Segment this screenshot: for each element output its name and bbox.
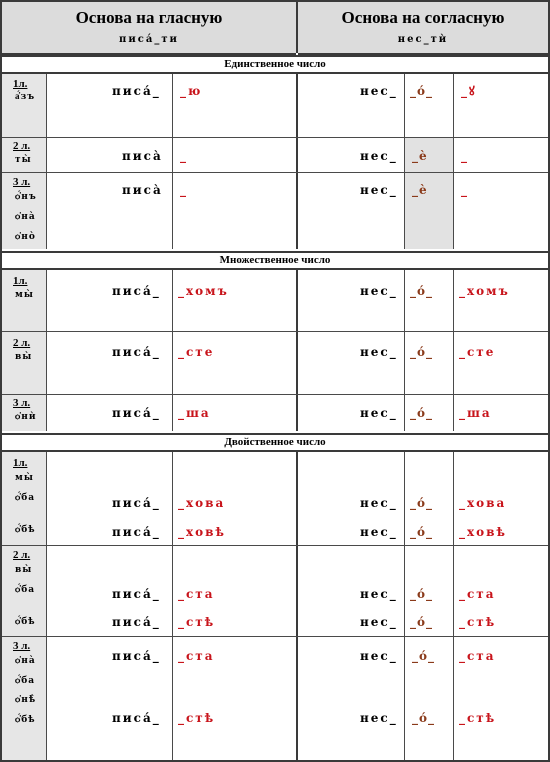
consonant-stem: нес_ <box>360 711 398 725</box>
column-divider <box>453 546 454 636</box>
column-divider <box>46 74 47 137</box>
column-divider <box>46 138 47 172</box>
column-divider <box>296 138 298 172</box>
vowel-stem: писа́_ <box>112 649 161 663</box>
column-divider <box>46 173 47 249</box>
pronoun: ѻ҆нѝ <box>15 412 37 422</box>
column-divider <box>296 395 298 431</box>
ending: _хомъ <box>459 284 510 298</box>
pronoun: ѻ҆нѣ̀ <box>15 695 37 705</box>
section-singular: Единственное число <box>2 55 548 74</box>
ending: _ста <box>178 587 215 601</box>
consonant-stem: нес_ <box>360 496 398 510</box>
consonant-stem: нес_ <box>360 284 398 298</box>
column-divider <box>172 138 173 172</box>
column-divider <box>453 270 454 331</box>
column-divider <box>172 270 173 331</box>
vowel-stem: писа́_ <box>112 587 161 601</box>
pronoun: ѻ҆́ба <box>15 585 36 595</box>
vowel-stem: писа́_ <box>112 525 161 539</box>
pronoun: ѻ҆нà <box>15 212 36 222</box>
ending: _ховѣ <box>178 525 226 539</box>
vowel-stem-example: писа́_ти <box>119 34 179 45</box>
thematic-vowel: _о́_ <box>412 711 436 725</box>
pronoun: ѻ҆на̀ <box>15 656 36 666</box>
pronoun: ѻ҆́нъ <box>15 192 37 202</box>
vowel-stem-title: Основа на гласную <box>75 8 223 27</box>
ending: _сте <box>459 345 496 359</box>
column-divider <box>172 637 173 760</box>
column-divider <box>453 74 454 137</box>
table-row-sg-2 <box>2 138 548 173</box>
column-divider <box>46 270 47 331</box>
consonant-stem: нес_ <box>360 149 398 163</box>
column-divider <box>296 637 298 760</box>
consonant-stem-example: нес_тѝ <box>397 34 449 45</box>
column-divider <box>46 395 47 431</box>
consonant-stem: нес_ <box>360 345 398 359</box>
person-label: 2 л. <box>13 337 31 349</box>
person-label: 2 л. <box>13 140 31 152</box>
table-row-pl-2 <box>2 332 548 395</box>
column-divider <box>172 546 173 636</box>
column-divider <box>46 332 47 394</box>
pronoun: ѻ҆́ба <box>15 493 36 503</box>
column-divider <box>296 173 298 249</box>
ending: _ <box>180 183 188 197</box>
consonant-stem-title: Основа на согласную <box>341 8 505 27</box>
table-row-sg-1 <box>2 74 548 138</box>
ending: _ <box>180 149 188 163</box>
column-divider <box>296 546 298 636</box>
column-divider <box>404 546 405 636</box>
person-label: 1л. <box>13 275 28 287</box>
pronoun: вы̀ <box>15 352 33 362</box>
vowel-stem: писа́_ <box>112 711 161 725</box>
thematic-vowel: _о́_ <box>410 345 434 359</box>
ending: _ста <box>459 587 496 601</box>
ending: _сте <box>178 345 215 359</box>
vowel-stem: писа̀ <box>122 183 163 197</box>
consonant-stem: нес_ <box>360 406 398 420</box>
column-divider <box>46 637 47 760</box>
pronoun: ты̀ <box>15 155 32 165</box>
column-divider <box>404 138 405 172</box>
person-label: 2 л. <box>13 549 31 561</box>
pronoun: ѻ҆нò <box>15 232 36 242</box>
column-divider <box>404 637 405 760</box>
consonant-stem: нес_ <box>360 183 398 197</box>
header-divider <box>296 2 298 53</box>
vowel-stem: писа́_ <box>112 496 161 510</box>
thematic-vowel: _о́_ <box>410 525 434 539</box>
ending: _стѣ <box>178 615 216 629</box>
thematic-vowel: _ѐ <box>412 149 428 163</box>
ending: _стѣ <box>459 615 497 629</box>
vowel-stem: писа́_ <box>112 84 161 98</box>
consonant-stem-header <box>298 2 548 55</box>
table-row-du-3 <box>2 637 548 760</box>
column-divider <box>172 332 173 394</box>
section-dual: Двойственное число <box>2 433 548 452</box>
table-row-du-2 <box>2 546 548 637</box>
column-divider <box>296 452 298 545</box>
vowel-stem: писа́_ <box>112 284 161 298</box>
column-divider <box>296 74 298 137</box>
section-plural: Множественное число <box>2 251 548 270</box>
pronoun: мы̀ <box>15 290 34 300</box>
thematic-vowel: _о́_ <box>410 406 434 420</box>
table-row-sg-3 <box>2 173 548 249</box>
table-row-du-1 <box>2 452 548 546</box>
column-divider <box>172 452 173 545</box>
ending: _хова <box>178 496 226 510</box>
pronoun: ѻ҆́ба <box>15 676 36 686</box>
person-label: 3 л. <box>13 640 31 652</box>
pronoun: ѻ҆́бѣ <box>15 525 36 535</box>
vowel-stem: писа̀ <box>122 149 163 163</box>
person-label: 1л. <box>13 78 28 90</box>
column-divider <box>453 332 454 394</box>
person-label: 3 л. <box>13 176 31 188</box>
column-divider <box>296 332 298 394</box>
ending: _стѣ <box>459 711 497 725</box>
consonant-stem: нес_ <box>360 525 398 539</box>
ending: _ша <box>459 406 492 420</box>
thematic-vowel: _о́_ <box>410 615 434 629</box>
vowel-stem: писа́_ <box>112 615 161 629</box>
thematic-vowel: _о́_ <box>410 84 434 98</box>
column-divider <box>404 395 405 431</box>
vowel-stem: писа́_ <box>112 406 161 420</box>
column-divider <box>404 332 405 394</box>
column-divider <box>453 452 454 545</box>
pronoun: мы̀ <box>15 473 34 483</box>
column-divider <box>46 546 47 636</box>
person-label: 3 л. <box>13 397 31 409</box>
column-divider <box>404 270 405 331</box>
column-divider <box>404 173 405 249</box>
ending: _ <box>461 183 469 197</box>
thematic-vowel: _о́_ <box>410 496 434 510</box>
ending: _ховѣ <box>459 525 507 539</box>
ending: _хомъ <box>178 284 229 298</box>
pronoun: вы̀ <box>15 565 33 575</box>
column-divider <box>453 637 454 760</box>
thematic-vowel: _о́_ <box>410 587 434 601</box>
ending: _ста <box>459 649 496 663</box>
consonant-stem: нес_ <box>360 84 398 98</box>
ending: _ша <box>178 406 211 420</box>
column-divider <box>172 74 173 137</box>
vowel-stem-header <box>2 2 296 55</box>
column-divider <box>453 395 454 431</box>
pronoun: ѻ҆́бѣ <box>15 715 36 725</box>
table-row-pl-1 <box>2 270 548 332</box>
consonant-stem: нес_ <box>360 649 398 663</box>
thematic-vowel: _о́_ <box>410 284 434 298</box>
person-label: 1л. <box>13 457 28 469</box>
column-divider <box>172 395 173 431</box>
ending: _ꙋ <box>461 84 477 98</box>
column-divider <box>453 173 454 249</box>
ending: _хова <box>459 496 507 510</box>
thematic-vowel: _о́_ <box>412 649 436 663</box>
column-divider <box>404 74 405 137</box>
ending: _ю <box>180 84 203 98</box>
consonant-stem: нес_ <box>360 615 398 629</box>
pronoun: ѻ҆́бѣ <box>15 617 36 627</box>
ending: _стѣ <box>178 711 216 725</box>
ending: _ста <box>178 649 215 663</box>
column-divider <box>46 452 47 545</box>
column-divider <box>453 138 454 172</box>
table-row-pl-3 <box>2 395 548 431</box>
thematic-vowel: _ѐ <box>412 183 428 197</box>
vowel-stem: писа́_ <box>112 345 161 359</box>
column-divider <box>172 173 173 249</box>
consonant-stem: нес_ <box>360 587 398 601</box>
pronoun: а҆́зъ <box>15 92 36 102</box>
column-divider <box>404 452 405 545</box>
column-divider <box>296 270 298 331</box>
ending: _ <box>461 149 469 163</box>
